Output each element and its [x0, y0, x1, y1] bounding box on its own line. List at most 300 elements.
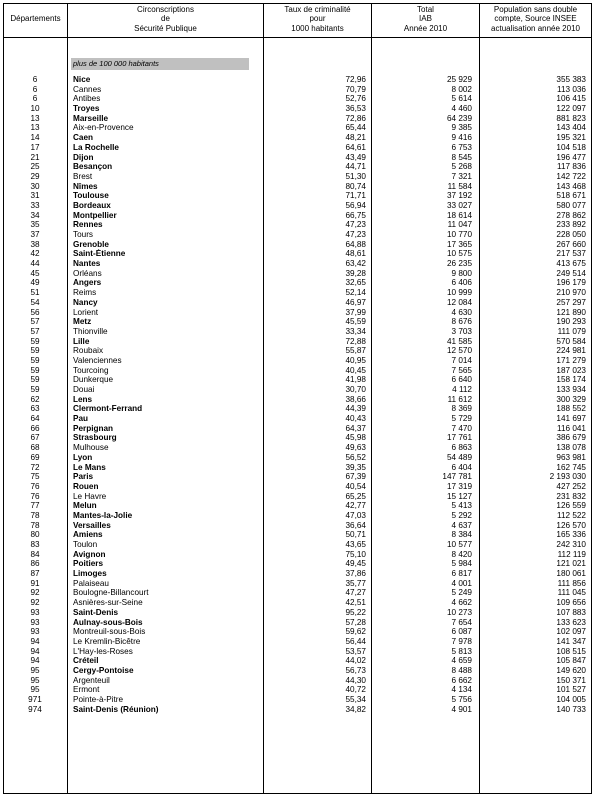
crime-rate-cell: 47,03	[345, 510, 366, 520]
iab-total-cell: 54 489	[446, 452, 472, 462]
circonscription-cell: Rouen	[73, 481, 99, 491]
table-row	[4, 240, 591, 250]
departement-cell: 72	[30, 462, 40, 472]
iab-total-cell: 6 662	[451, 675, 472, 685]
circonscription-cell: Nîmes	[73, 181, 98, 191]
table-row	[4, 472, 591, 482]
circonscription-cell: Montreuil-sous-Bois	[73, 627, 146, 637]
table-row	[4, 404, 591, 414]
crime-rate-cell: 56,94	[345, 200, 366, 210]
population-cell: 113 036	[557, 84, 586, 94]
crime-rate-cell: 48,21	[345, 133, 366, 143]
population-cell: 107 883	[556, 607, 586, 617]
circonscription-cell: Grenoble	[73, 239, 109, 249]
population-cell: 111 079	[557, 326, 586, 336]
header-rule	[4, 37, 591, 38]
departement-cell: 59	[30, 365, 40, 375]
crime-rate-cell: 65,44	[345, 123, 366, 133]
table-row	[4, 211, 591, 221]
iab-total-cell: 10 770	[446, 230, 472, 239]
population-cell: 580 077	[556, 200, 586, 210]
header-pop-line1: Population sans double	[493, 5, 578, 14]
circonscription-cell: Pointe-à-Pitre	[73, 695, 124, 704]
departement-cell: 94	[30, 656, 40, 666]
table-row	[4, 666, 591, 676]
crime-rate-cell: 50,71	[345, 530, 366, 540]
departement-cell: 95	[30, 685, 40, 695]
population-cell: 210 970	[556, 288, 586, 298]
crime-rate-table	[3, 3, 592, 794]
population-cell: 570 584	[556, 336, 586, 346]
circonscription-cell: Lyon	[73, 452, 93, 462]
circonscription-cell: Besançon	[73, 162, 113, 172]
iab-total-cell: 9 416	[451, 133, 472, 143]
departement-cell: 57	[30, 317, 40, 327]
table-body	[4, 75, 591, 714]
circonscription-cell: Cergy-Pontoise	[73, 665, 134, 675]
iab-total-cell: 8 384	[451, 530, 472, 540]
table-row	[4, 395, 591, 405]
table-row	[4, 588, 591, 598]
circonscription-cell: Asnières-sur-Seine	[73, 598, 143, 608]
iab-total-cell: 5 984	[451, 559, 472, 569]
crime-rate-cell: 52,14	[345, 288, 366, 298]
iab-total-cell: 4 901	[451, 704, 472, 714]
circonscription-cell: Cannes	[73, 84, 102, 94]
iab-total-cell: 8 420	[451, 549, 472, 559]
population-cell: 963 981	[556, 452, 586, 462]
iab-total-cell: 8 545	[451, 152, 472, 162]
iab-total-cell: 12 570	[446, 346, 472, 356]
crime-rate-cell: 33,34	[345, 326, 366, 336]
circonscription-cell: Roubaix	[73, 346, 104, 356]
table-row	[4, 705, 591, 715]
iab-total-cell: 6 753	[451, 142, 472, 152]
crime-rate-cell: 56,44	[345, 636, 366, 646]
crime-rate-cell: 80,74	[345, 181, 366, 191]
circonscription-cell: Angers	[73, 278, 102, 288]
table-row	[4, 337, 591, 347]
crime-rate-cell: 45,98	[345, 433, 366, 443]
table-row	[4, 433, 591, 443]
population-cell: 108 515	[556, 646, 586, 656]
crime-rate-cell: 75,10	[345, 549, 366, 559]
population-cell: 126 570	[556, 520, 586, 530]
table-row	[4, 153, 591, 163]
departement-cell: 971	[28, 695, 42, 704]
header-pop-line3: actualisation année 2010	[491, 23, 580, 33]
crime-rate-cell: 47,23	[345, 230, 366, 239]
crime-rate-cell: 36,53	[345, 104, 366, 114]
iab-total-cell: 4 001	[451, 578, 472, 588]
iab-total-cell: 7 014	[451, 355, 472, 365]
iab-total-cell: 6 406	[451, 278, 472, 288]
header-pop-line2: compte, Source INSEE	[494, 14, 577, 24]
iab-total-cell: 5 413	[451, 501, 472, 511]
population-cell: 249 514	[556, 268, 586, 278]
header-total-iab	[372, 5, 479, 33]
population-cell: 278 862	[556, 210, 586, 220]
iab-total-cell: 25 929	[446, 75, 472, 84]
table-row	[4, 327, 591, 337]
iab-total-cell: 5 756	[451, 695, 472, 704]
table-row	[4, 308, 591, 318]
departement-cell: 59	[30, 375, 40, 385]
crime-rate-cell: 57,28	[345, 617, 366, 627]
crime-rate-cell: 34,82	[345, 704, 366, 714]
header-circ-line2: de	[161, 14, 170, 24]
population-cell: 427 252	[556, 481, 586, 491]
departement-cell: 68	[30, 443, 40, 453]
circonscription-cell: Marseille	[73, 113, 109, 123]
iab-total-cell: 7 321	[451, 171, 472, 181]
circonscription-cell: Rennes	[73, 220, 103, 230]
iab-total-cell: 6 817	[451, 569, 472, 579]
crime-rate-cell: 40,45	[345, 365, 366, 375]
circonscription-cell: Dunkerque	[73, 375, 114, 385]
departement-cell: 51	[30, 288, 40, 298]
iab-total-cell: 4 460	[451, 104, 472, 114]
crime-rate-cell: 59,62	[345, 627, 366, 637]
table-row	[4, 278, 591, 288]
departement-cell: 78	[30, 520, 40, 530]
departement-cell: 78	[30, 510, 40, 520]
table-row	[4, 317, 591, 327]
table-row	[4, 424, 591, 434]
departement-cell: 42	[30, 249, 40, 259]
population-cell: 116 041	[557, 423, 586, 433]
table-row	[4, 375, 591, 385]
circonscription-cell: Thionville	[73, 326, 108, 336]
circonscription-cell: Paris	[73, 472, 94, 482]
iab-total-cell: 5 249	[451, 588, 472, 598]
table-row	[4, 85, 591, 95]
departement-cell: 49	[30, 278, 40, 288]
header-taux-line1: Taux de criminalité	[284, 5, 351, 14]
departement-cell: 64	[30, 414, 40, 424]
iab-total-cell: 6 863	[451, 443, 472, 453]
crime-rate-cell: 72,96	[345, 75, 366, 84]
crime-rate-cell: 56,52	[345, 452, 366, 462]
crime-rate-cell: 47,23	[345, 220, 366, 230]
table-row	[4, 695, 591, 705]
crime-rate-cell: 49,45	[345, 559, 366, 569]
table-row	[4, 259, 591, 269]
population-cell: 104 518	[556, 142, 586, 152]
circonscription-cell: Le Mans	[73, 462, 106, 472]
population-cell: 104 005	[556, 695, 586, 704]
departement-cell: 75	[30, 472, 40, 482]
table-row	[4, 182, 591, 192]
population-cell: 111 045	[557, 588, 586, 598]
departement-cell: 17	[30, 142, 40, 152]
population-cell: 386 679	[556, 433, 586, 443]
iab-total-cell: 37 192	[446, 191, 472, 201]
circonscription-cell: Brest	[73, 171, 93, 181]
table-row	[4, 608, 591, 618]
population-cell: 300 329	[556, 394, 586, 404]
header-circ-line1: Circonscriptions	[137, 5, 194, 14]
crime-rate-cell: 71,71	[345, 191, 366, 201]
iab-total-cell: 5 614	[451, 94, 472, 104]
iab-total-cell: 11 047	[447, 220, 472, 230]
crime-rate-cell: 95,22	[345, 607, 366, 617]
crime-rate-cell: 52,76	[345, 94, 366, 104]
population-cell: 102 097	[556, 627, 586, 637]
table-row	[4, 249, 591, 259]
table-row	[4, 94, 591, 104]
departement-cell: 10	[30, 104, 40, 114]
crime-rate-cell: 72,86	[345, 113, 366, 123]
departement-cell: 86	[30, 559, 40, 569]
departement-cell: 14	[30, 133, 40, 143]
population-cell: 106 415	[556, 94, 586, 104]
table-row	[4, 453, 591, 463]
crime-rate-cell: 44,30	[345, 675, 366, 685]
population-cell: 143 404	[556, 123, 586, 133]
iab-total-cell: 41 585	[446, 336, 472, 346]
crime-rate-cell: 48,61	[345, 249, 366, 259]
circonscription-cell: Caen	[73, 133, 94, 143]
table-row	[4, 569, 591, 579]
circonscription-cell: Saint-Étienne	[73, 249, 126, 259]
crime-rate-cell: 44,71	[345, 162, 366, 172]
crime-rate-cell: 63,42	[345, 259, 366, 269]
circonscription-cell: Montpellier	[73, 210, 117, 220]
departement-cell: 59	[30, 346, 40, 356]
iab-total-cell: 4 662	[451, 598, 472, 608]
iab-total-cell: 5 813	[451, 646, 472, 656]
iab-total-cell: 8 676	[451, 317, 472, 327]
crime-rate-cell: 30,70	[345, 385, 366, 394]
table-row	[4, 482, 591, 492]
table-row	[4, 201, 591, 211]
iab-total-cell: 10 999	[446, 288, 472, 298]
circonscription-cell: Lille	[73, 336, 90, 346]
population-cell: 217 537	[556, 249, 586, 259]
circonscription-cell: Pau	[73, 414, 89, 424]
population-cell: 196 477	[556, 152, 586, 162]
crime-rate-cell: 65,25	[345, 491, 366, 501]
crime-rate-cell: 56,73	[345, 665, 366, 675]
iab-total-cell: 17 365	[446, 239, 472, 249]
table-row	[4, 676, 591, 686]
population-cell: 133 934	[556, 385, 586, 394]
population-cell: 162 745	[556, 462, 586, 472]
departement-cell: 59	[30, 385, 40, 394]
departement-cell: 95	[30, 675, 40, 685]
iab-total-cell: 11 584	[447, 181, 472, 191]
table-row	[4, 191, 591, 201]
crime-rate-cell: 55,87	[345, 346, 366, 356]
iab-total-cell: 6 640	[451, 375, 472, 385]
iab-total-cell: 26 235	[446, 259, 472, 269]
population-cell: 190 293	[556, 317, 586, 327]
circonscription-cell: Orléans	[73, 268, 102, 278]
crime-rate-cell: 49,63	[345, 443, 366, 453]
circonscription-cell: Saint-Denis	[73, 607, 119, 617]
header-taux-line2: pour	[309, 14, 326, 24]
circonscription-cell: Dijon	[73, 152, 94, 162]
departement-cell: 67	[30, 433, 40, 443]
iab-total-cell: 8 002	[451, 84, 472, 94]
circonscription-cell: Clermont-Ferrand	[73, 404, 143, 414]
table-row	[4, 366, 591, 376]
population-cell: 158 174	[556, 375, 586, 385]
circonscription-cell: Aix-en-Provence	[73, 123, 134, 133]
departement-cell: 34	[30, 210, 40, 220]
departement-cell: 80	[30, 530, 40, 540]
population-cell: 518 671	[556, 191, 586, 201]
population-cell: 143 468	[556, 181, 586, 191]
iab-total-cell: 10 273	[446, 607, 472, 617]
header-total-line1: Total	[417, 5, 434, 14]
population-cell: 121 021	[556, 559, 586, 569]
circonscription-cell: Palaiseau	[73, 578, 109, 588]
crime-rate-cell: 64,61	[345, 142, 366, 152]
circonscription-cell: Troyes	[73, 104, 100, 114]
departement-cell: 37	[30, 230, 40, 239]
circonscription-cell: Melun	[73, 501, 97, 511]
population-cell: 117 836	[557, 162, 586, 172]
table-row	[4, 114, 591, 124]
table-row	[4, 463, 591, 473]
departement-cell: 93	[30, 627, 40, 637]
circonscription-cell: Le Kremlin-Bicêtre	[73, 636, 141, 646]
circonscription-cell: Tours	[73, 230, 94, 239]
table-row	[4, 559, 591, 569]
circonscription-cell: Limoges	[73, 569, 107, 579]
table-row	[4, 492, 591, 502]
table-row	[4, 298, 591, 308]
population-cell: 231 832	[556, 491, 586, 501]
departement-cell: 6	[32, 84, 38, 94]
circonscription-cell: Lens	[73, 394, 93, 404]
departement-cell: 6	[32, 94, 38, 104]
iab-total-cell: 10 575	[446, 249, 472, 259]
table-row	[4, 511, 591, 521]
population-cell: 165 336	[556, 530, 586, 540]
crime-rate-cell: 47,27	[345, 588, 366, 598]
departement-cell: 92	[30, 598, 40, 608]
circonscription-cell: Perpignan	[73, 423, 114, 433]
population-cell: 188 552	[556, 404, 586, 414]
population-cell: 149 620	[556, 665, 586, 675]
iab-total-cell: 5 729	[451, 414, 472, 424]
table-row	[4, 685, 591, 695]
departement-cell: 69	[30, 452, 40, 462]
crime-rate-cell: 40,95	[345, 355, 366, 365]
table-row	[4, 269, 591, 279]
table-row	[4, 356, 591, 366]
iab-total-cell: 7 470	[451, 423, 472, 433]
departement-cell: 29	[30, 171, 40, 181]
circonscription-cell: Mulhouse	[73, 443, 109, 453]
departement-cell: 13	[30, 113, 40, 123]
iab-total-cell: 7 654	[451, 617, 472, 627]
population-cell: 180 061	[556, 569, 586, 579]
population-cell: 413 675	[556, 259, 586, 269]
departement-cell: 44	[30, 259, 40, 269]
circonscription-cell: Nice	[73, 75, 91, 84]
iab-total-cell: 12 084	[446, 297, 472, 307]
header-taux-line3: 1000 habitants	[291, 23, 344, 33]
iab-total-cell: 64 239	[446, 113, 472, 123]
iab-total-cell: 4 637	[451, 520, 472, 530]
iab-total-cell: 5 268	[451, 162, 472, 172]
crime-rate-cell: 64,88	[345, 239, 366, 249]
crime-rate-cell: 41,98	[345, 375, 366, 385]
table-row	[4, 530, 591, 540]
table-row	[4, 123, 591, 133]
population-cell: 141 697	[556, 414, 586, 424]
circonscription-cell: Valenciennes	[73, 355, 122, 365]
departement-cell: 13	[30, 123, 40, 133]
population-cell: 228 050	[556, 230, 586, 239]
departement-cell: 83	[30, 540, 40, 549]
table-row	[4, 133, 591, 143]
circonscription-cell: Créteil	[73, 656, 99, 666]
departement-cell: 33	[30, 200, 40, 210]
population-cell: 171 279	[556, 355, 586, 365]
table-row	[4, 75, 591, 85]
crime-rate-cell: 42,51	[345, 598, 366, 608]
circonscription-cell: Avignon	[73, 549, 106, 559]
departement-cell: 76	[30, 491, 40, 501]
table-row	[4, 618, 591, 628]
departement-cell: 56	[30, 307, 40, 317]
table-row	[4, 598, 591, 608]
table-row	[4, 162, 591, 172]
header-population	[480, 5, 591, 33]
table-row	[4, 230, 591, 240]
iab-total-cell: 10 577	[446, 540, 472, 549]
population-cell: 267 660	[556, 239, 586, 249]
iab-total-cell: 147 781	[442, 472, 472, 482]
iab-total-cell: 8 488	[451, 665, 472, 675]
iab-total-cell: 3 703	[451, 326, 472, 336]
crime-rate-cell: 39,35	[345, 462, 366, 472]
departement-cell: 59	[30, 355, 40, 365]
population-cell: 141 347	[556, 636, 586, 646]
departement-cell: 30	[30, 181, 40, 191]
departement-cell: 35	[30, 220, 40, 230]
circonscription-cell: Le Havre	[73, 491, 107, 501]
circonscription-cell: Toulon	[73, 540, 98, 549]
crime-rate-cell: 53,57	[345, 646, 366, 656]
population-cell: 881 823	[556, 113, 586, 123]
population-cell: 109 656	[556, 598, 586, 608]
population-cell: 355 383	[556, 75, 586, 84]
iab-total-cell: 6 087	[451, 627, 472, 637]
iab-total-cell: 17 319	[446, 481, 472, 491]
population-cell: 140 733	[556, 704, 586, 714]
crime-rate-cell: 39,28	[345, 268, 366, 278]
departement-cell: 54	[30, 297, 40, 307]
population-cell: 242 310	[556, 540, 586, 549]
population-cell: 224 981	[556, 346, 586, 356]
departement-cell: 6	[32, 75, 38, 84]
crime-rate-cell: 37,99	[345, 307, 366, 317]
table-row	[4, 550, 591, 560]
departement-cell: 63	[30, 404, 40, 414]
iab-total-cell: 9 800	[451, 268, 472, 278]
iab-total-cell: 4 134	[451, 685, 472, 695]
population-cell: 122 097	[556, 104, 586, 114]
crime-rate-cell: 44,39	[345, 404, 366, 414]
circonscription-cell: Nantes	[73, 259, 101, 269]
departement-cell: 84	[30, 549, 40, 559]
